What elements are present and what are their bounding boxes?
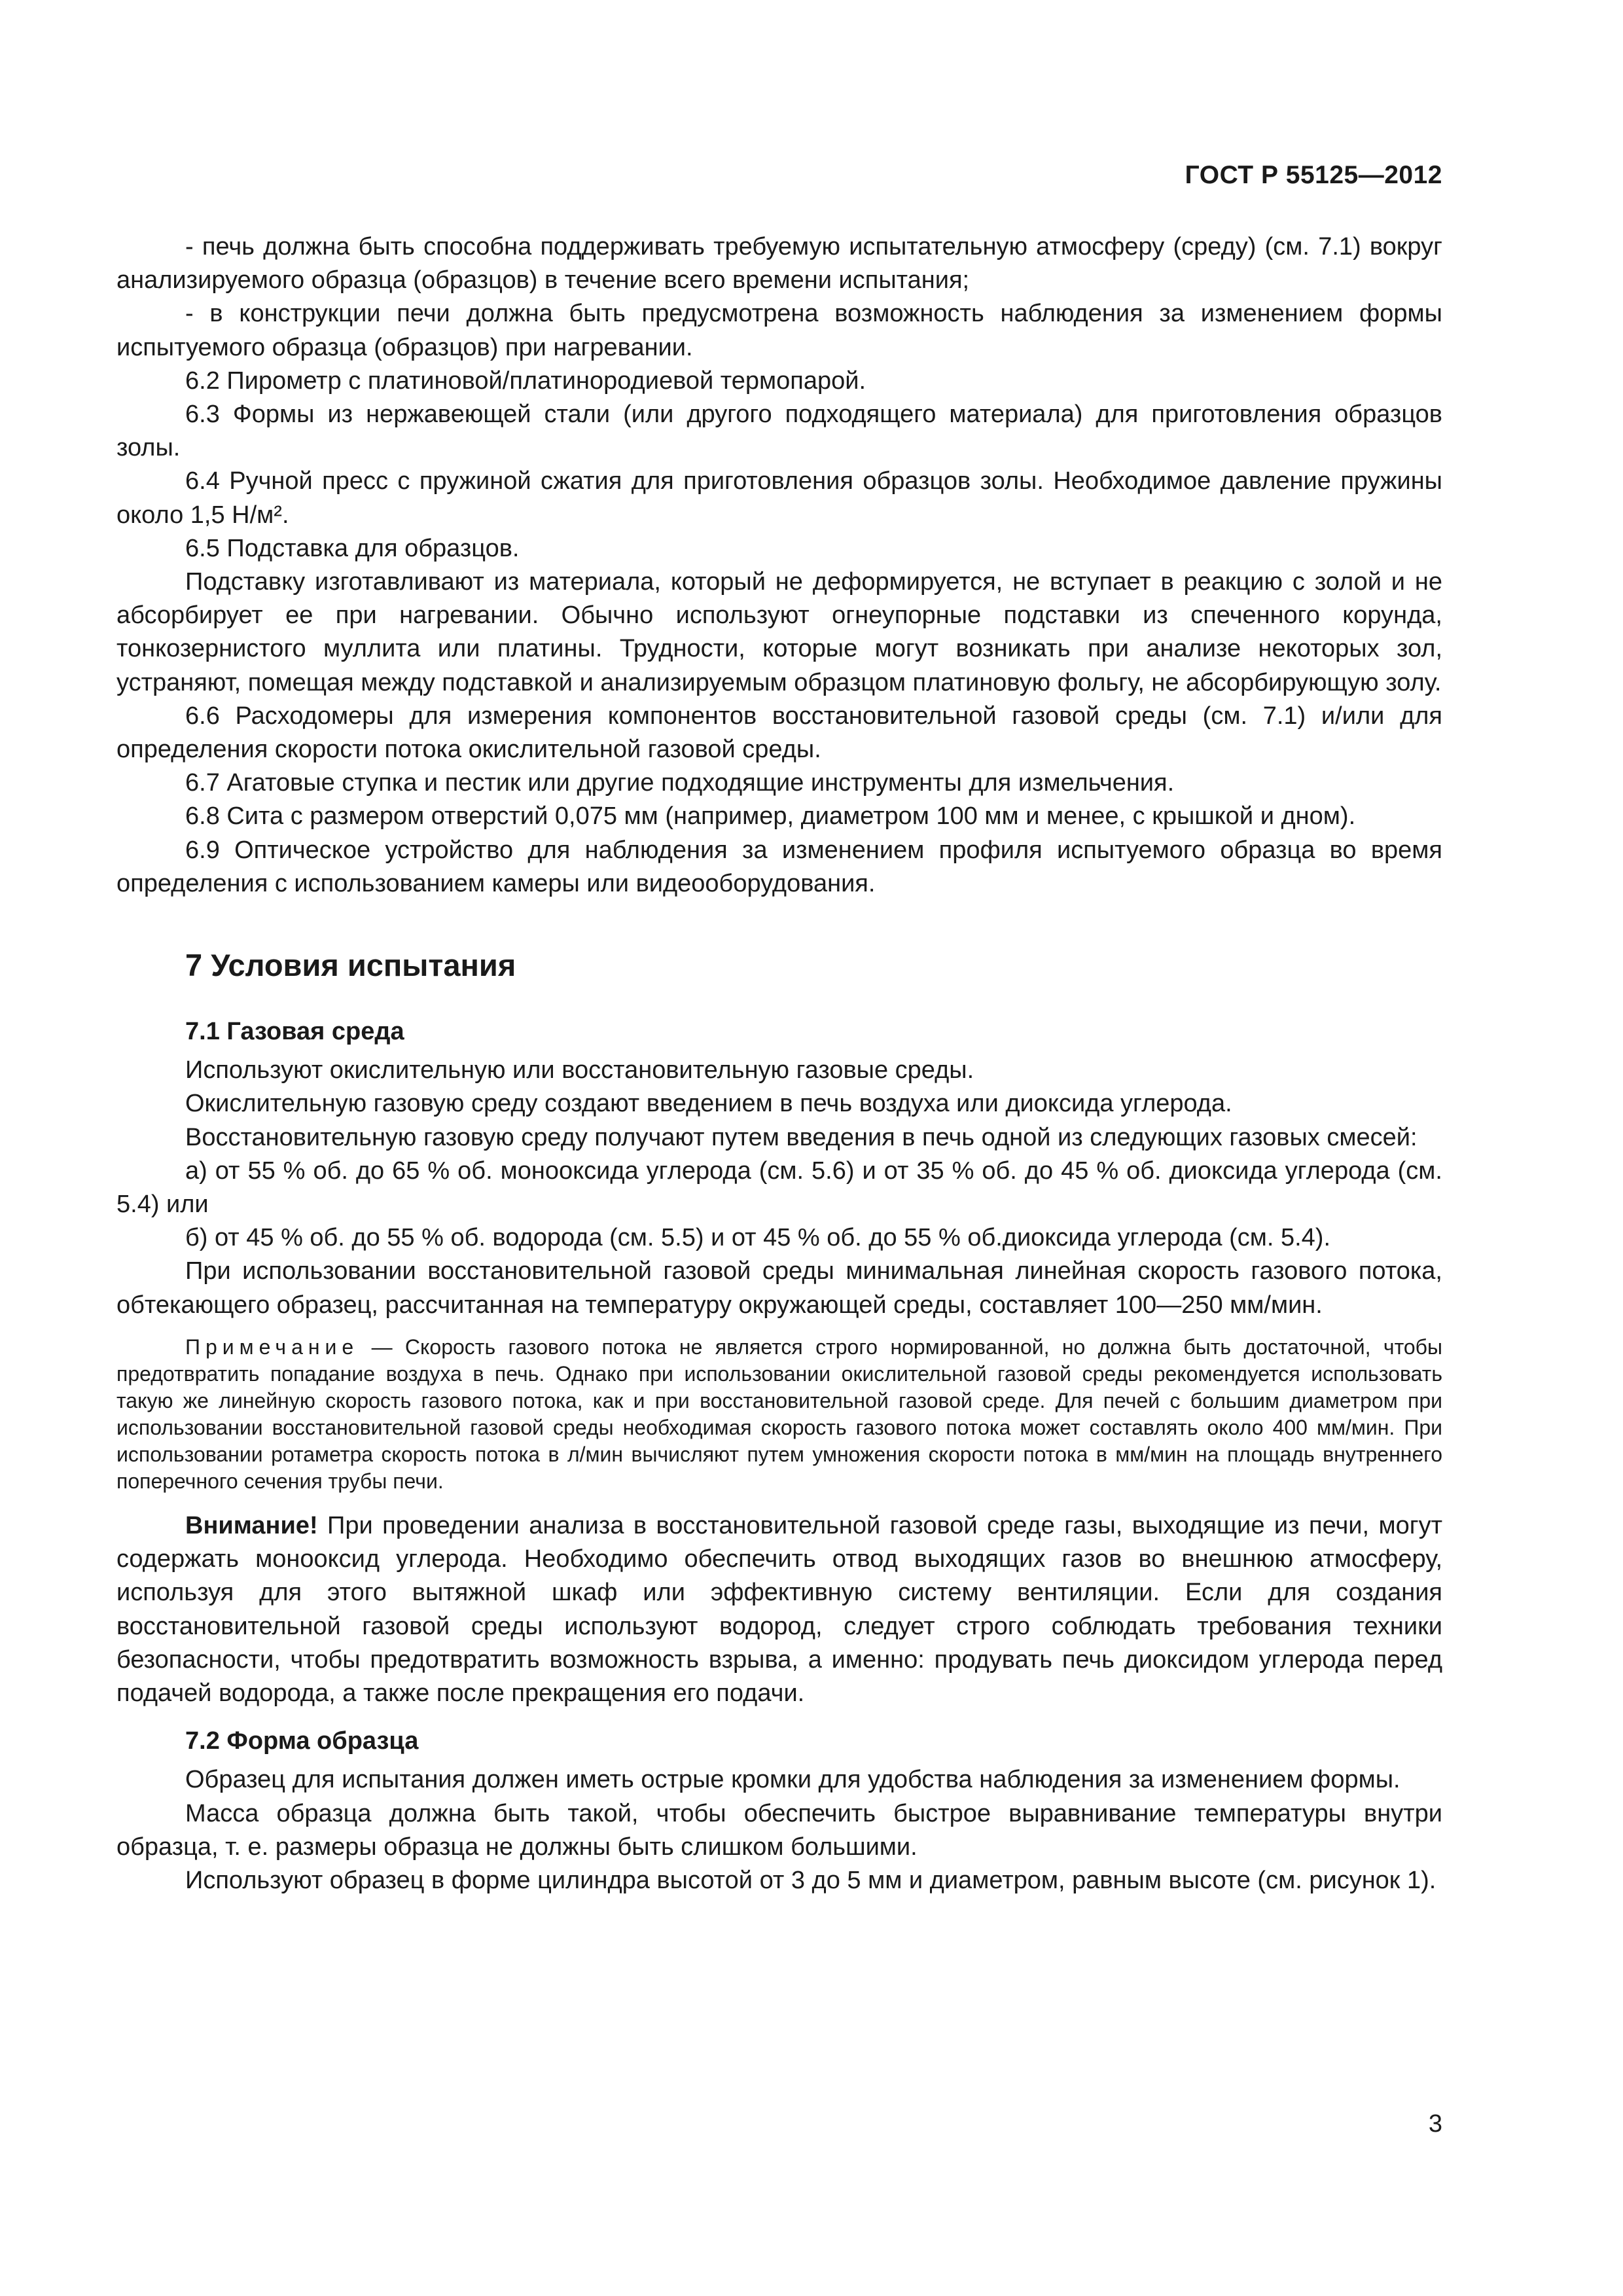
warning-block [116, 1509, 1442, 1710]
item-6-6: 6.6 Расходомеры для измерения компонентов восстановительной газовой среды (см. 7.1) и/или для определения скорости потока окислительной газовой среды. [116, 702, 1442, 764]
gas-flow-rate: При использовании восстановительной газовой среды минимальная линейная скорость газового потока, обтекающего образец, рассчитанная на температуру окружающей среды, составляет 100—250 мм/мин. [116, 1257, 1442, 1319]
warning-label: Внимание! [185, 1511, 318, 1539]
warning-text: При проведении анализа в восстановительной газовой среде газы, выходящие из печи, могут содержать монооксид углерода. Необходимо обеспечить отвод выходящих газов во внешнюю атмосферу, используя для этого вытяжной шкаф или эффективную систему вентиляции. Если для создания восстановительной газовой среды используют водород, следует строго соблюдать требования техники безопасности, чтобы предотвратить возможность взрыва, а именно: продувать печь диоксидом углерода перед подачей водорода, а также после прекращения его подачи. [116, 1511, 1442, 1707]
document-body [116, 230, 1442, 1897]
subsection-7-1-heading: 7.1 Газовая среда [185, 1018, 404, 1046]
item-6-7: 6.7 Агатовые ступка и пестик или другие подходящие инструменты для измельчения. [185, 769, 1175, 797]
gas-mixture-a: а) от 55 % об. до 65 % об. монооксида углерода (см. 5.6) и от 35 % об. до 45 % об. диоксида углерода (см. 5.4) или [116, 1157, 1442, 1219]
page-number: 3 [1428, 2110, 1442, 2138]
gas-para-1: Используют окислительную или восстановительную газовые среды. [185, 1056, 974, 1085]
item-6-5-description: Подставку изготавливают из материала, который не деформируется, не вступает в реакцию с золой и не абсорбирует ее при нагревании. Обычно используют огнеупорные подставки из спеченного корунда, тонкозернистого муллита или платины. Трудности, которые могут возникать при анализе некоторых зол, устраняют, помещая между подставкой и анализируемым образцом платиновую фольгу, не абсорбирующую золу. [116, 568, 1442, 696]
item-6-5: 6.5 Подставка для образцов. [185, 534, 520, 562]
sample-para-2: Масса образца должна быть такой, чтобы обеспечить быстрое выравнивание температуры внутри образца, т. е. размеры образца не должны быть слишком большими. [116, 1799, 1442, 1861]
sample-para-1: Образец для испытания должен иметь острые кромки для удобства наблюдения за изменением формы. [185, 1766, 1400, 1794]
sample-para-3: Используют образец в форме цилиндра высотой от 3 до 5 мм и диаметром, равным высоте (см. рисунок 1). [185, 1866, 1436, 1894]
standard-designation: ГОСТ Р 55125—2012 [1185, 161, 1442, 189]
gas-para-2: Окислительную газовую среду создают введением в печь воздуха или диоксида углерода. [185, 1090, 1232, 1118]
note-text: — Скорость газового потока не является строго нормированной, но должна быть достаточной, чтобы предотвратить попадание воздуха в печь. Однако при использовании окислительной газовой среды рекомендуется использовать такую же линейную скорость газового потока, как и при восстановительной газовой среде. Для печей с большим диаметром при использовании восстановительной газовой среды необходимая скорость газового потока может составлять около 400 мм/мин. При использовании ротаметра скорость потока в л/мин вычисляют путем умножения скорости потока в мм/мин на площадь внутреннего поперечного сечения трубы печи. [116, 1335, 1442, 1493]
gas-para-3: Восстановительную газовую среду получают путем введения в печь одной из следующих газовых смесей: [185, 1123, 1418, 1151]
furnace-requirement-observation: - в конструкции печи должна быть предусмотрена возможность наблюдения за изменением формы испытуемого образца (образцов) при нагревании. [116, 300, 1442, 361]
furnace-requirement-atmosphere: - печь должна быть способна поддерживать требуемую испытательную атмосферу (среду) (см. 7.1) вокруг анализируемого образца (образцов) в течение всего времени испытания; [116, 233, 1442, 295]
note-block [116, 1334, 1442, 1495]
subsection-7-2-heading: 7.2 Форма образца [185, 1727, 419, 1755]
item-6-3: 6.3 Формы из нержавеющей стали (или другого подходящего материала) для приготовления образцов золы. [116, 401, 1442, 462]
item-6-8: 6.8 Сита с размером отверстий 0,075 мм (например, диаметром 100 мм и менее, с крышкой и дном). [185, 802, 1356, 831]
item-6-4: 6.4 Ручной пресс с пружиной сжатия для приготовления образцов золы. Необходимое давление пружины около 1,5 Н/м². [116, 467, 1442, 529]
section-7-heading: 7 Условия испытания [185, 948, 516, 983]
item-6-2: 6.2 Пирометр с платиновой/платинородиевой термопарой. [185, 367, 866, 395]
note-label: Примечание [185, 1335, 359, 1359]
gas-mixture-b: б) от 45 % об. до 55 % об. водорода (см. 5.5) и от 45 % об. до 55 % об.диоксида углерода (см. 5.4). [185, 1224, 1331, 1252]
item-6-9: 6.9 Оптическое устройство для наблюдения за изменением профиля испытуемого образца во время определения с использованием камеры или видеооборудования. [116, 836, 1442, 897]
